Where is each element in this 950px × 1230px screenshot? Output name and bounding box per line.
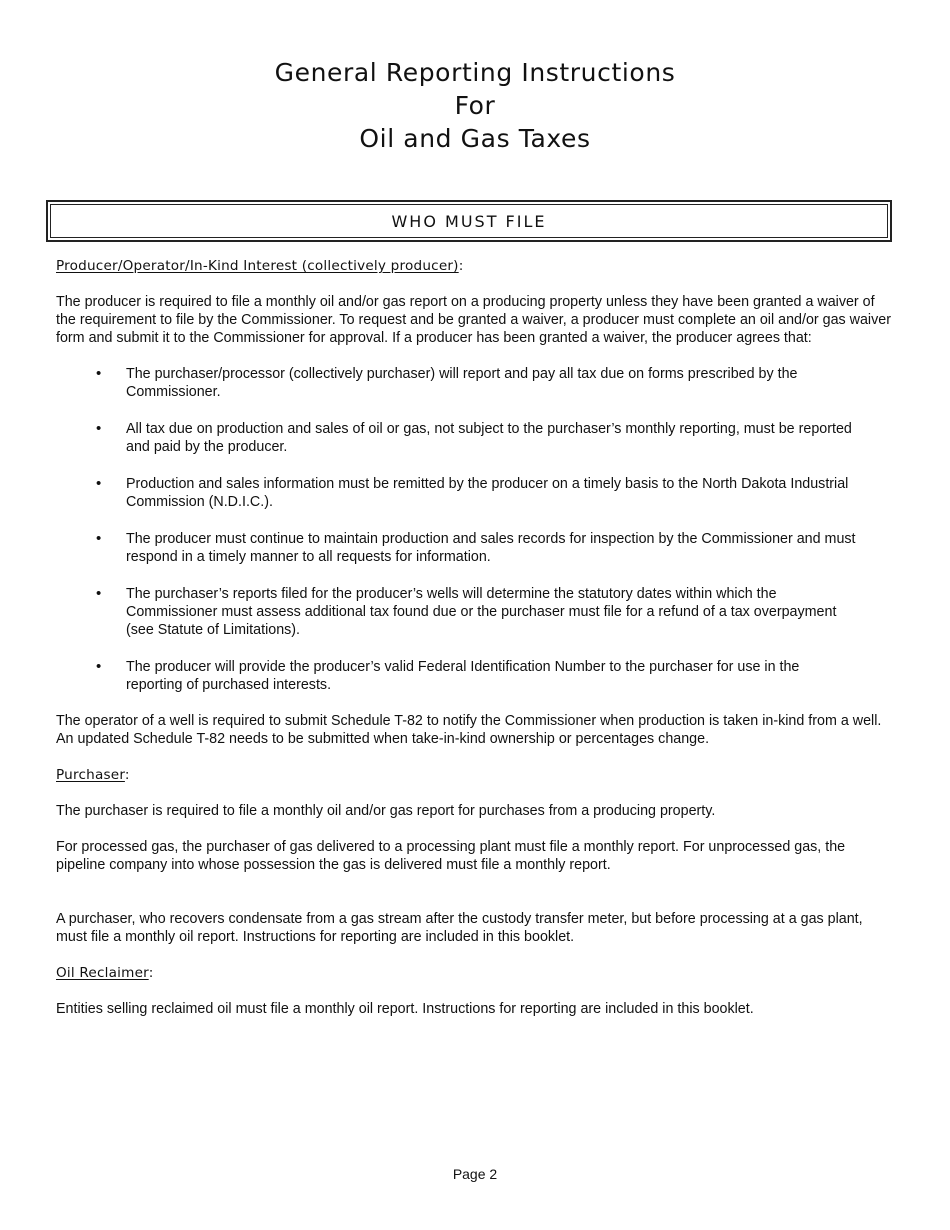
- section-heading-box: [46, 200, 892, 242]
- bullet-icon: •: [96, 365, 102, 382]
- producer-heading-line: [56, 257, 896, 275]
- waiver-conditions-list: [56, 365, 896, 694]
- title-line-2: For: [454, 91, 496, 120]
- purchaser-heading-line: [56, 766, 896, 784]
- list-item: [56, 420, 856, 456]
- section-heading: WHO MUST FILE: [50, 204, 888, 238]
- purchaser-paragraph-2: For processed gas, the purchaser of gas delivered to a processing plant must file a monthly report. For unprocessed gas, the pipeline company into whose possession the gas is delivered must file a monthly report.: [56, 839, 846, 873]
- list-item: [56, 530, 856, 566]
- purchaser-heading-colon: :: [124, 767, 130, 783]
- title-line-3: Oil and Gas Taxes: [359, 124, 591, 153]
- producer-heading-colon: :: [458, 258, 464, 274]
- operator-note: The operator of a well is required to submit Schedule T-82 to notify the Commissioner when production is taken in-kind from a well. An updated Schedule T-82 needs to be submitted when take-in-kind ownership or percentages change.: [56, 713, 882, 747]
- purchaser-heading: Purchaser: [56, 767, 125, 783]
- list-item-text: All tax due on production and sales of oil or gas, not subject to the purchaser’s monthly reporting, must be reported and paid by the producer.: [126, 421, 852, 455]
- list-item-text: The purchaser/processor (collectively purchaser) will report and pay all tax due on forms prescribed by the Commissioner.: [126, 366, 798, 400]
- document-title: [0, 56, 950, 155]
- oil-reclaimer-heading-line: [56, 964, 896, 982]
- list-item-text: The producer will provide the producer’s valid Federal Identification Number to the purchaser for use in the reporting of purchased interests.: [126, 659, 800, 693]
- bullet-icon: •: [96, 420, 102, 437]
- purchaser-paragraph-3: A purchaser, who recovers condensate from a gas stream after the custody transfer meter, but before processing at a gas plant, must file a monthly oil report. Instructions for reporting are included in this booklet.: [56, 911, 863, 945]
- title-line-1: General Reporting Instructions: [274, 58, 676, 87]
- list-item: [56, 365, 856, 401]
- purchaser-paragraph-1: The purchaser is required to file a monthly oil and/or gas report for purchases from a producing property.: [56, 803, 716, 819]
- oil-reclaimer-heading-colon: :: [148, 965, 154, 981]
- list-item-text: The purchaser’s reports filed for the producer’s wells will determine the statutory dates within which the Commissioner must assess additional tax found due or the purchaser must file for a refund of a tax overpayment (see Statute of Limitations).: [126, 586, 837, 638]
- list-item-text: Production and sales information must be remitted by the producer on a timely basis to the North Dakota Industrial Commission (N.D.I.C.).: [126, 476, 849, 510]
- producer-heading: Producer/Operator/In-Kind Interest (collectively producer): [56, 258, 459, 274]
- bullet-icon: •: [96, 658, 102, 675]
- bullet-icon: •: [96, 475, 102, 492]
- list-item-text: The producer must continue to maintain production and sales records for inspection by the Commissioner and must respond in a timely manner to all requests for information.: [126, 531, 856, 565]
- oil-reclaimer-heading: Oil Reclaimer: [56, 965, 149, 981]
- oil-reclaimer-paragraph: Entities selling reclaimed oil must file a monthly oil report. Instructions for reporting are included in this booklet.: [56, 1001, 754, 1017]
- page-number: Page 2: [452, 1166, 498, 1182]
- producer-intro: The producer is required to file a monthly oil and/or gas report on a producing property unless they have been granted a waiver of the requirement to file by the Commissioner. To request and be granted a waiver, a producer must complete an oil and/or gas waiver form and submit it to the Commissioner for approval. If a producer has been granted a waiver, the producer agrees that:: [56, 294, 891, 346]
- bullet-icon: •: [96, 530, 102, 547]
- list-item: [56, 585, 856, 639]
- document-body: [56, 257, 896, 1036]
- list-item: [56, 658, 856, 694]
- list-item: [56, 475, 856, 511]
- bullet-icon: •: [96, 585, 102, 602]
